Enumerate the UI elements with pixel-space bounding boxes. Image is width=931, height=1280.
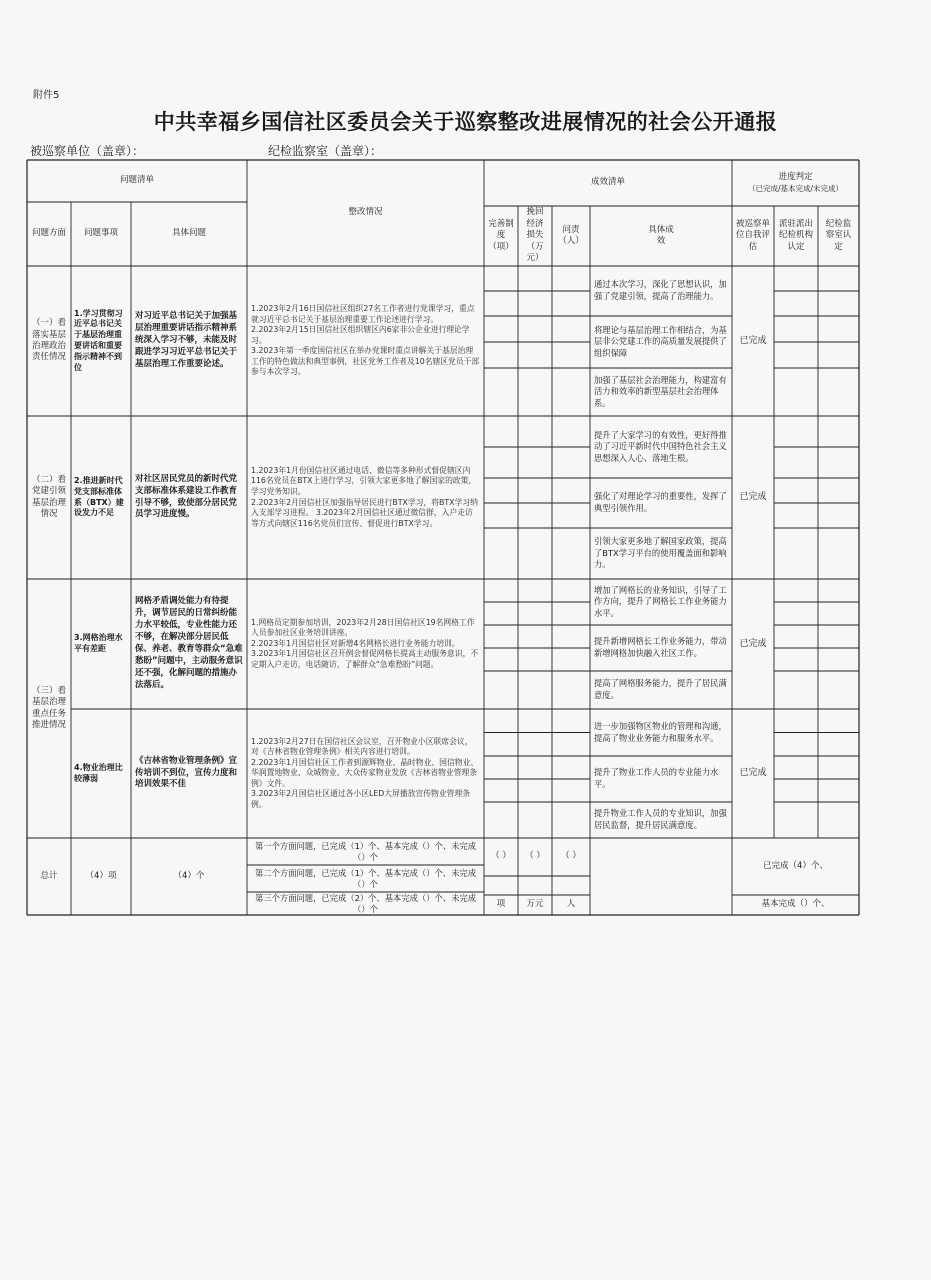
total-summary-2: 第二个方面问题，已完成（1）个、基本完成（）个、未完成（）个 bbox=[255, 868, 476, 889]
total-summary-1: 第一个方面问题，已完成（1）个、基本完成（）个、未完成（）个 bbox=[255, 841, 476, 862]
rectification-line: 2.2023年2月国信社区加强指导居民进行BTX学习，将BTX学习纳入支部学习进程。 3.2023年2月国信社区通过微信群，入户走访等方式向辖区116名党员们宣传、督促进行BTX学习。 bbox=[251, 497, 478, 528]
header-systems: 完善制度（项） bbox=[488, 218, 514, 252]
rectification-line: 1.2023年1月份国信社区通过电话、微信等多种形式督促辖区内116名党员在BTX上进行学习，引领大家更多地了解国家的政策，学习党务知识。 bbox=[251, 465, 477, 496]
section-1-effect-2: 将理论与基层治理工作相结合，为基层非公党建工作的高质量发展提供了组织保障 bbox=[594, 324, 727, 358]
section-2-effect-1: 提升了大家学习的有效性，更好得推动了习近平新时代中国特色社会主义思想深入人心、落地生根。 bbox=[594, 429, 727, 463]
section-1-aspect: （一）看落实基层治理政治责任情况 bbox=[31, 318, 66, 363]
section-1-status: 已完成 bbox=[739, 335, 767, 346]
header-aspect: 问题方面 bbox=[31, 228, 66, 239]
header-discipline: 纪检监察室认定 bbox=[825, 218, 852, 252]
attachment-label: 附件5 bbox=[33, 90, 60, 101]
section-2-problem: 对社区居民党员的新时代党支部标准体系建设工作教育引导不够，致使部分居民党员学习进度慢。 bbox=[135, 473, 238, 520]
section-3-effect-6: 提升物业工作人员的专业知识，加强居民监督，提升居民满意度。 bbox=[594, 808, 727, 830]
header-self-eval: 被巡察单位自我评估 bbox=[735, 218, 770, 252]
rectification-line: 1.2023年2月16日国信社区组织27名工作者进行党课学习，重点就习近平总书记关于基层治理重要工作论述进行学习。 bbox=[251, 304, 475, 324]
section-3-rectification-1 bbox=[247, 579, 484, 709]
header-loss: 挽回经济损失（万元） bbox=[526, 207, 544, 264]
total-completed: 已完成（4）个、 bbox=[763, 860, 828, 871]
header-progress-sub: （已完成/基本完成/未完成） bbox=[747, 183, 844, 193]
header-progress-title: 进度判定 bbox=[778, 172, 813, 183]
rectification-line: 1.2023年2月27日在国信社区会议室，召开物业小区联席会议，对《吉林省物业管理条例》相关内容进行培训。 bbox=[251, 736, 473, 757]
document-title: 中共幸福乡国信社区委员会关于巡察整改进展情况的社会公开通报 bbox=[153, 109, 778, 134]
section-3-effect-5: 提升了物业工作人员的专业能力水平。 bbox=[594, 767, 719, 789]
header-matter: 问题事项 bbox=[83, 228, 118, 239]
section-2-effect-3: 引领大家更多地了解国家政策，提高了BTX学习平台的使用覆盖面和影响力。 bbox=[594, 536, 727, 570]
section-3-matter-2: 4.物业治理比较薄弱 bbox=[74, 762, 123, 783]
section-3-effect-1: 增加了网格长的业务知识，引导了工作方向，提升了网格长工作业务能力水平。 bbox=[594, 584, 727, 618]
discipline-office-label: 纪检监察室（盖章）： bbox=[268, 144, 383, 158]
section-1-effect-3: 加强了基层社会治理能力，构建富有活力和效率的新型基层社会治理体系。 bbox=[594, 374, 727, 408]
total-summary-3: 第三个方面问题，已完成（2）个、基本完成（）个、未完成（）个 bbox=[255, 893, 476, 914]
section-3-effect-3: 提高了网格服务能力，提升了居民满意度。 bbox=[594, 678, 727, 700]
total-unit-items: 项 bbox=[496, 899, 506, 910]
rectification-line: 2.2023年1月国信社区工作者到源辉物业、晶时物业、国信物业、华润置地物业、众城物业、大众传家物业发放《吉林省物业管理条例》文件。 bbox=[251, 757, 479, 788]
section-1-matter: 1.学习贯彻习近平总书记关于基层治理重要讲话和重要指示精神不到位 bbox=[74, 308, 123, 372]
rectification-line: 3.2023年2月国信社区通过各小区LED大屏播放宣传物业管理条例。 bbox=[251, 789, 471, 809]
total-label: 总计 bbox=[40, 870, 58, 881]
header-problem-list: 问题清单 bbox=[119, 175, 154, 186]
total-unit-people: 人 bbox=[566, 899, 576, 910]
section-3-matter-1: 3.网格治理水平有差距 bbox=[74, 633, 123, 653]
section-2-rectification bbox=[247, 416, 484, 579]
total-items: （4）项 bbox=[85, 870, 117, 881]
rectification-line: 2.2023年1月国信社区对新增4名网格长进行业务能力培训。 3.2023年1月国信社区召开例会督促网格长提高主动服务意识，不定期入户走访，电话随访，了解群众“急难愁盼”问题。 bbox=[251, 638, 479, 669]
total-accountability-count: （ ） bbox=[561, 851, 581, 862]
header-progress bbox=[732, 160, 859, 206]
total-unit-money: 万元 bbox=[526, 899, 544, 910]
rectification-line: 1.网格员定期参加培训，2023年2月28日国信社区19名网格工作人员参加社区业务培训讲座。 bbox=[251, 617, 475, 638]
section-2-aspect: （二）看党建引领基层治理情况 bbox=[31, 474, 66, 519]
header-results-list: 成效清单 bbox=[590, 177, 625, 188]
header-specific-results: 具体成效 bbox=[648, 224, 674, 246]
section-3-problem-1: 网格矛盾调处能力有待提升，调节居民的日常纠纷能力水平较低，专业性能力还不够，在解决部分居民低保、养老、教育等群众“急难愁盼”问题中，主动服务意识还不强，化解问题的措施办法落后。 bbox=[135, 596, 243, 690]
section-1-problem: 对习近平总书记关于加强基层治理重要讲话指示精神系统深入学习不够，未能及时跟进学习习近平总书记关于基层治理工作重要论述。 bbox=[135, 311, 238, 369]
section-3-status-2: 已完成 bbox=[739, 768, 767, 779]
rectification-line: 3.2023年第一季度国信社区在举办党课时重点讲解关于基层治理工作的特色做法和典型事例，社区党务工作者及10名辖区党员干部参与本次学习。 bbox=[251, 346, 480, 377]
header-accountability: 问责（人） bbox=[558, 224, 584, 246]
inspected-unit-label: 被巡察单位（盖章）： bbox=[30, 144, 145, 158]
section-1-effect-1: 通过本次学习，深化了思想认识，加强了党建引领，提高了治理能力。 bbox=[594, 279, 727, 301]
section-3-status-1: 已完成 bbox=[739, 638, 767, 649]
header-rectification: 整改情况 bbox=[348, 207, 383, 218]
total-basic-completed: 基本完成（）个、 bbox=[761, 899, 830, 910]
section-2-effect-2: 强化了对理论学习的重要性，发挥了典型引领作用。 bbox=[594, 491, 727, 513]
section-3-rectification-2 bbox=[247, 709, 484, 838]
section-3-effect-4: 进一步加强物区物业的管理和沟通，提高了物业业务能力和服务水平。 bbox=[594, 720, 727, 743]
section-1-rectification bbox=[247, 266, 484, 416]
section-3-aspect: （三）看基层治理重点任务推进情况 bbox=[31, 685, 66, 730]
header-specific: 具体问题 bbox=[171, 228, 206, 239]
rectification-line: 2.2023年2月15日国信社区组织辖区内6家非公企业进行理论学习。 bbox=[251, 325, 470, 345]
total-loss-count: （ ） bbox=[525, 851, 545, 862]
section-2-status: 已完成 bbox=[739, 492, 767, 503]
section-3-problem-2: 《吉林省物业管理条例》宣传培训不到位，宣传力度和培训效果不佳 bbox=[135, 755, 238, 790]
total-systems-count: （ ） bbox=[491, 851, 511, 862]
section-3-effect-2: 提升新增网格长工作业务能力，带动新增网格加快融入社区工作。 bbox=[594, 636, 727, 658]
total-problems: （4）个 bbox=[173, 870, 205, 881]
header-dispatched: 派驻派出纪检机构认定 bbox=[778, 218, 813, 252]
section-2-matter: 2.推进新时代党支部标准体系（BTX）建设发力不足 bbox=[74, 475, 124, 518]
